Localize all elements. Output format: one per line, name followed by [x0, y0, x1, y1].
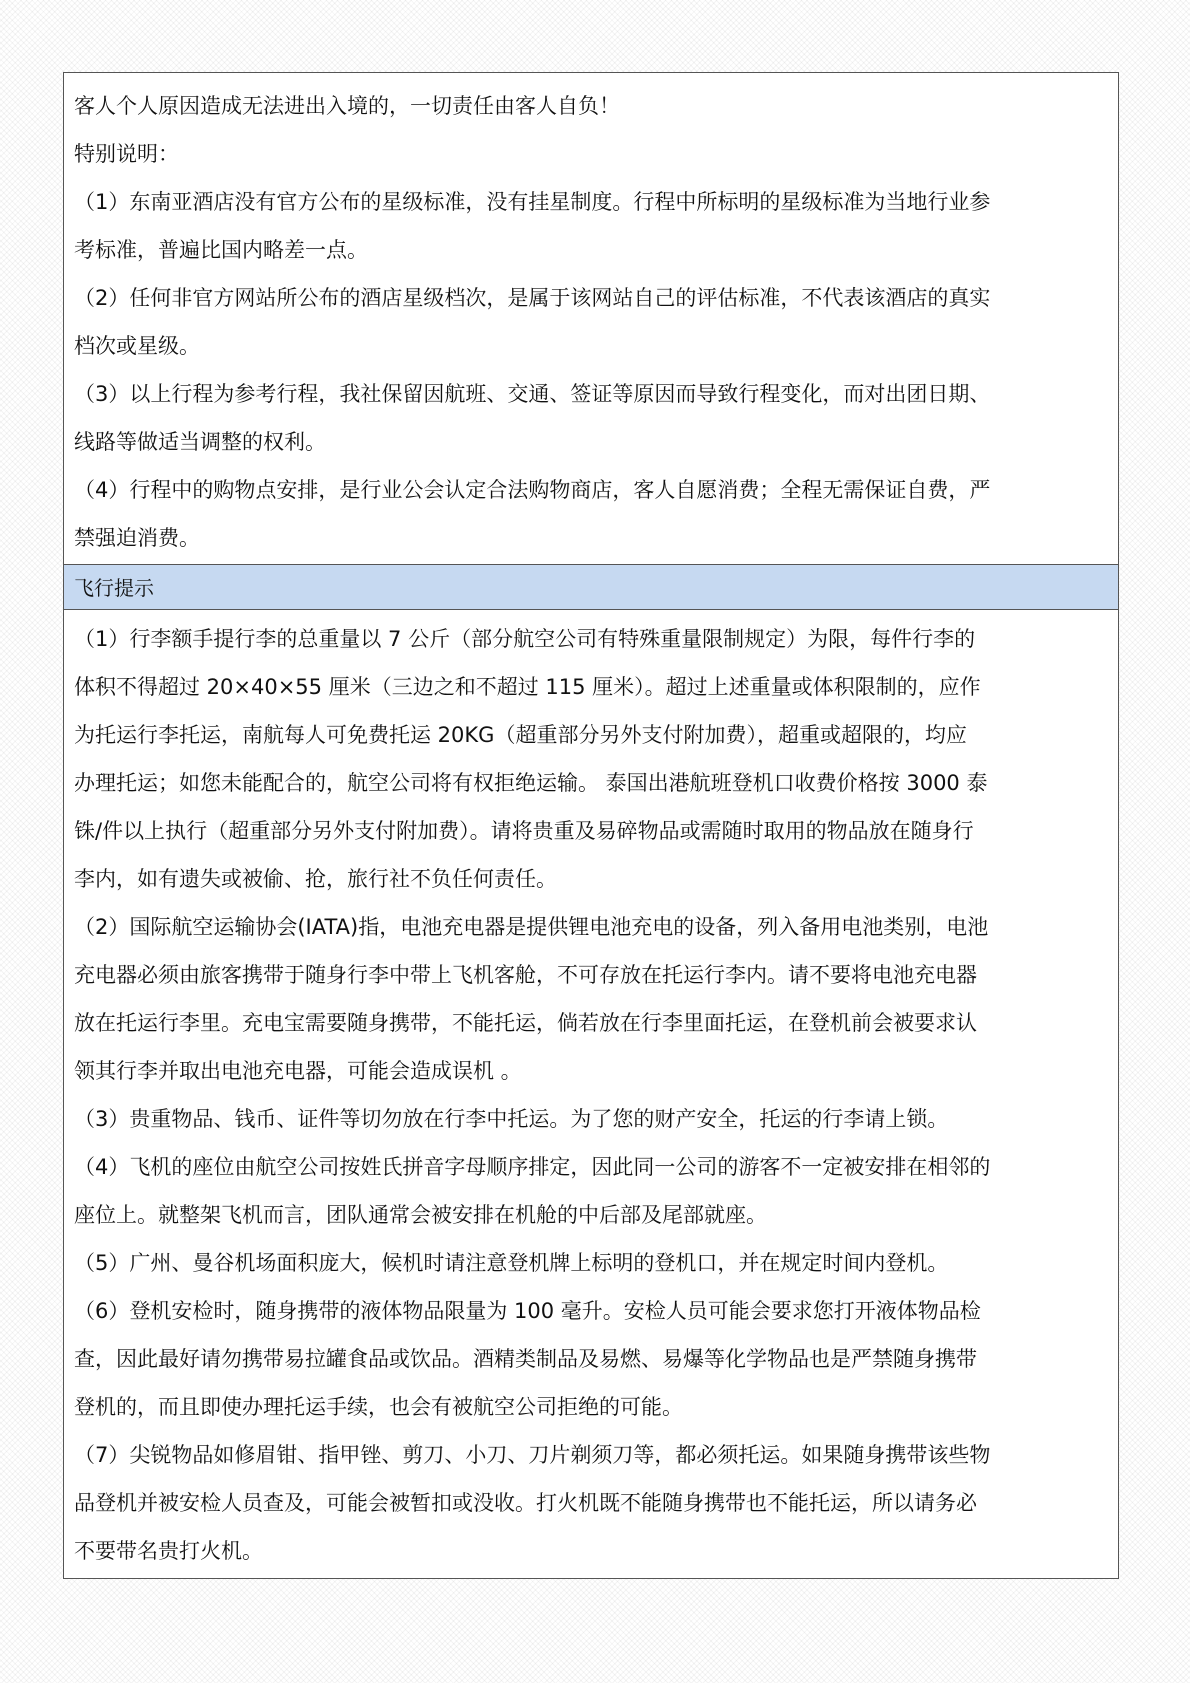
- text-line: （3）以上行程为参考行程，我社保留因航班、交通、签证等原因而导致行程变化，而对出团日期、: [74, 382, 991, 406]
- flight-tips-cell: [64, 610, 1118, 1578]
- text-line: 领其行李并取出电池充电器，可能会造成误机 。: [74, 1059, 522, 1083]
- text-line: 客人个人原因造成无法进出入境的，一切责任由客人自负！: [74, 94, 620, 118]
- text-line: 特别说明：: [74, 142, 179, 166]
- text-line: （1）行李额手提行李的总重量以 7 公斤（部分航空公司有特殊重量限制规定）为限，每件行李的: [74, 627, 976, 651]
- text-line: 办理托运；如您未能配合的，航空公司将有权拒绝运输。 泰国出港航班登机口收费价格按 3000 泰: [74, 771, 988, 795]
- text-line: 放在托运行李里。充电宝需要随身携带，不能托运，倘若放在行李里面托运，在登机前会被要求认: [74, 1011, 977, 1035]
- text-line: （2）任何非官方网站所公布的酒店星级档次，是属于该网站自己的评估标准，不代表该酒店的真实: [74, 286, 991, 310]
- text-line: （1）东南亚酒店没有官方公布的星级标准，没有挂星制度。行程中所标明的星级标准为当地行业参: [74, 190, 991, 214]
- text-line: 李内，如有遗失或被偷、抢，旅行社不负任何责任。: [74, 867, 557, 891]
- text-line: （4）行程中的购物点安排，是行业公会认定合法购物商店，客人自愿消费；全程无需保证自费，严: [74, 478, 991, 502]
- text-line: 档次或星级。: [74, 334, 200, 358]
- document-table: [63, 72, 1119, 1579]
- text-line: （5）广州、曼谷机场面积庞大，候机时请注意登机牌上标明的登机口，并在规定时间内登机。: [74, 1251, 949, 1275]
- text-line: 为托运行李托运，南航每人可免费托运 20KG（超重部分另外支付附加费），超重或超限的，均应: [74, 723, 967, 747]
- text-line: 考标准，普遍比国内略差一点。: [74, 238, 368, 262]
- text-line: （3）贵重物品、钱币、证件等切勿放在行李中托运。为了您的财产安全，托运的行李请上锁。: [74, 1107, 949, 1131]
- text-line: 查，因此最好请勿携带易拉罐食品或饮品。酒精类制品及易燃、易爆等化学物品也是严禁随身携带: [74, 1347, 977, 1371]
- flight-tips-header: 飞行提示: [64, 564, 1118, 610]
- text-line: 品登机并被安检人员查及，可能会被暂扣或没收。打火机既不能随身携带也不能托运，所以请务必: [74, 1491, 977, 1515]
- text-line: （6）登机安检时，随身携带的液体物品限量为 100 毫升。安检人员可能会要求您打开液体物品检: [74, 1299, 981, 1323]
- text-line: 座位上。就整架飞机而言，团队通常会被安排在机舱的中后部及尾部就座。: [74, 1203, 767, 1227]
- text-line: 禁强迫消费。: [74, 526, 200, 550]
- text-line: 体积不得超过 20×40×55 厘米（三边之和不超过 115 厘米）。超过上述重量或体积限制的，应作: [74, 675, 981, 699]
- text-line: 充电器必须由旅客携带于随身行李中带上飞机客舱，不可存放在托运行李内。请不要将电池充电器: [74, 963, 977, 987]
- text-line: （7）尖锐物品如修眉钳、指甲锉、剪刀、小刀、刀片剃须刀等，都必须托运。如果随身携带该些物: [74, 1443, 991, 1467]
- text-line: 线路等做适当调整的权利。: [74, 430, 326, 454]
- notes-cell: [64, 73, 1118, 564]
- text-line: 铢/件以上执行（超重部分另外支付附加费）。请将贵重及易碎物品或需随时取用的物品放在随身行: [74, 819, 974, 843]
- text-line: （2）国际航空运输协会(IATA)指，电池充电器是提供锂电池充电的设备，列入备用电池类别，电池: [74, 915, 989, 939]
- text-line: 不要带名贵打火机。: [74, 1539, 263, 1563]
- text-line: 登机的，而且即使办理托运手续，也会有被航空公司拒绝的可能。: [74, 1395, 683, 1419]
- text-line: （4）飞机的座位由航空公司按姓氏拼音字母顺序排定，因此同一公司的游客不一定被安排在相邻的: [74, 1155, 991, 1179]
